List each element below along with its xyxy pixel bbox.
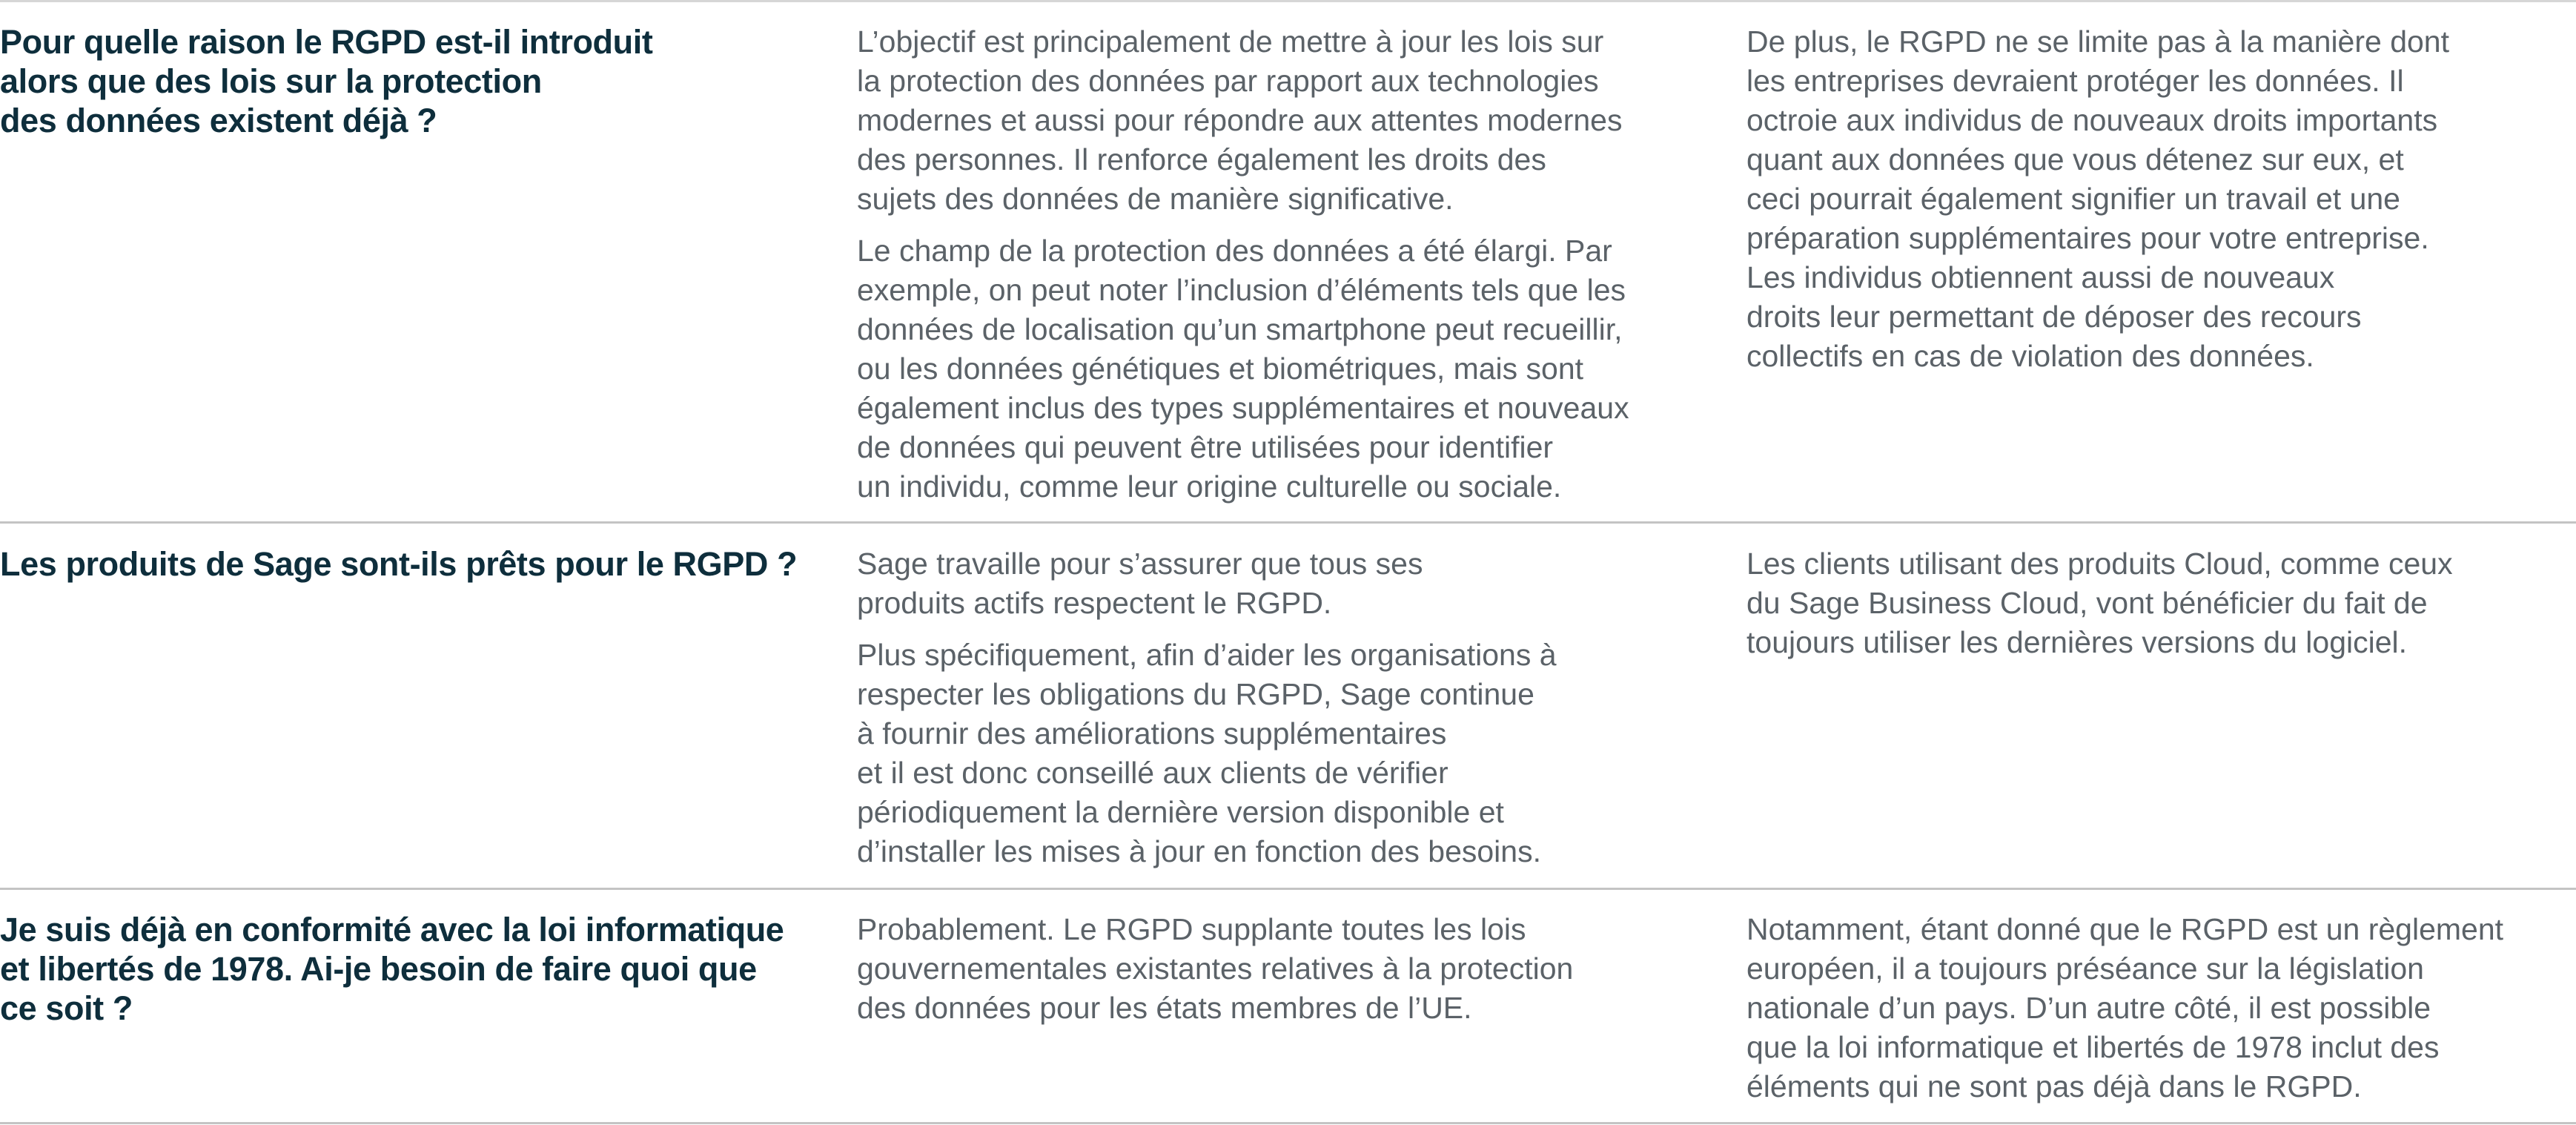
faq-answer-3-col-1-para-1: Probablement. Le RGPD supplante toutes les lois gouvernementales existantes relatives à la protection des données pour les états membres de l’UE. (857, 912, 1574, 1025)
row-divider-2 (0, 888, 2576, 890)
faq-question-3: Je suis déjà en conformité avec la loi informatique et libertés de 1978. Ai-je besoin de faire quoi que ce soit ? (0, 911, 784, 1027)
row-divider-3 (0, 1122, 2576, 1124)
faq-answer-2-col-1-para-2: Plus spécifiquement, afin d’aider les organisations à respecter les obligations du RGPD, Sage continue à fournir des améliorations supplémentaires et il est donc conseillé aux clients de vérifier périodiquement la dernière version disponible et d’installer les mises à jour en fonction des besoins. (857, 638, 1557, 868)
faq-answer-1-col-1-para-1: L’objectif est principalement de mettre à jour les lois sur la protection des données par rapport aux technologies modernes et aussi pour répondre aux attentes modernes des personnes. Il renforce également les droits des sujets des données de manière significative. (857, 24, 1623, 216)
faq-answer-2-col-2-para-1: Les clients utilisant des produits Cloud, comme ceux du Sage Business Cloud, vont bénéficier du fait de toujours utiliser les dernières versions du logiciel. (1746, 547, 2453, 659)
faq-answer-1-col-2 (1746, 22, 2576, 389)
row-divider-1 (0, 521, 2576, 524)
faq-answer-1-col-1 (857, 22, 1717, 519)
faq-answer-1-col-2-para-1: De plus, le RGPD ne se limite pas à la manière dont les entreprises devraient protéger les données. Il octroie aux individus de nouveaux droits importants quant aux données que vous détenez sur eux, et ceci pourrait également signifier un travail et une préparation supplémentaires pour votre entreprise. Les individus obtiennent aussi de nouveaux droits leur permettant de déposer des recours collectifs en cas de violation des données. (1746, 24, 2450, 373)
faq-answer-3-col-1 (857, 910, 1717, 1040)
faq-answer-2-col-2 (1746, 544, 2576, 675)
faq-answer-3-col-2-para-1: Notamment, étant donné que le RGPD est un règlement européen, il a toujours préséance sur la législation nationale d’un pays. D’un autre côté, il est possible que la loi informatique et libertés de 1978 inclut des éléments qui ne sont pas déjà dans le RGPD. (1746, 912, 2504, 1103)
faq-answer-2-col-1 (857, 544, 1717, 884)
faq-answer-3-col-2 (1746, 910, 2576, 1119)
faq-answer-1-col-1-para-2: Le champ de la protection des données a été élargi. Par exemple, on peut noter l’inclusion d’éléments tels que les données de localisation qu’un smartphone peut recueillir, ou les données génétiques et biométriques, mais sont également inclus des types supplémentaires et nouveaux de données qui peuvent être utilisées pour identifier un individu, comme leur origine culturelle ou sociale. (857, 234, 1629, 504)
faq-question-1: Pour quelle raison le RGPD est-il introduit alors que des lois sur la protection des données existent déjà ? (0, 23, 653, 139)
faq-answer-2-col-1-para-1: Sage travaille pour s’assurer que tous ses produits actifs respectent le RGPD. (857, 547, 1423, 620)
faq-question-2: Les produits de Sage sont-ils prêts pour le RGPD ? (0, 545, 798, 583)
top-divider (0, 0, 2576, 2)
